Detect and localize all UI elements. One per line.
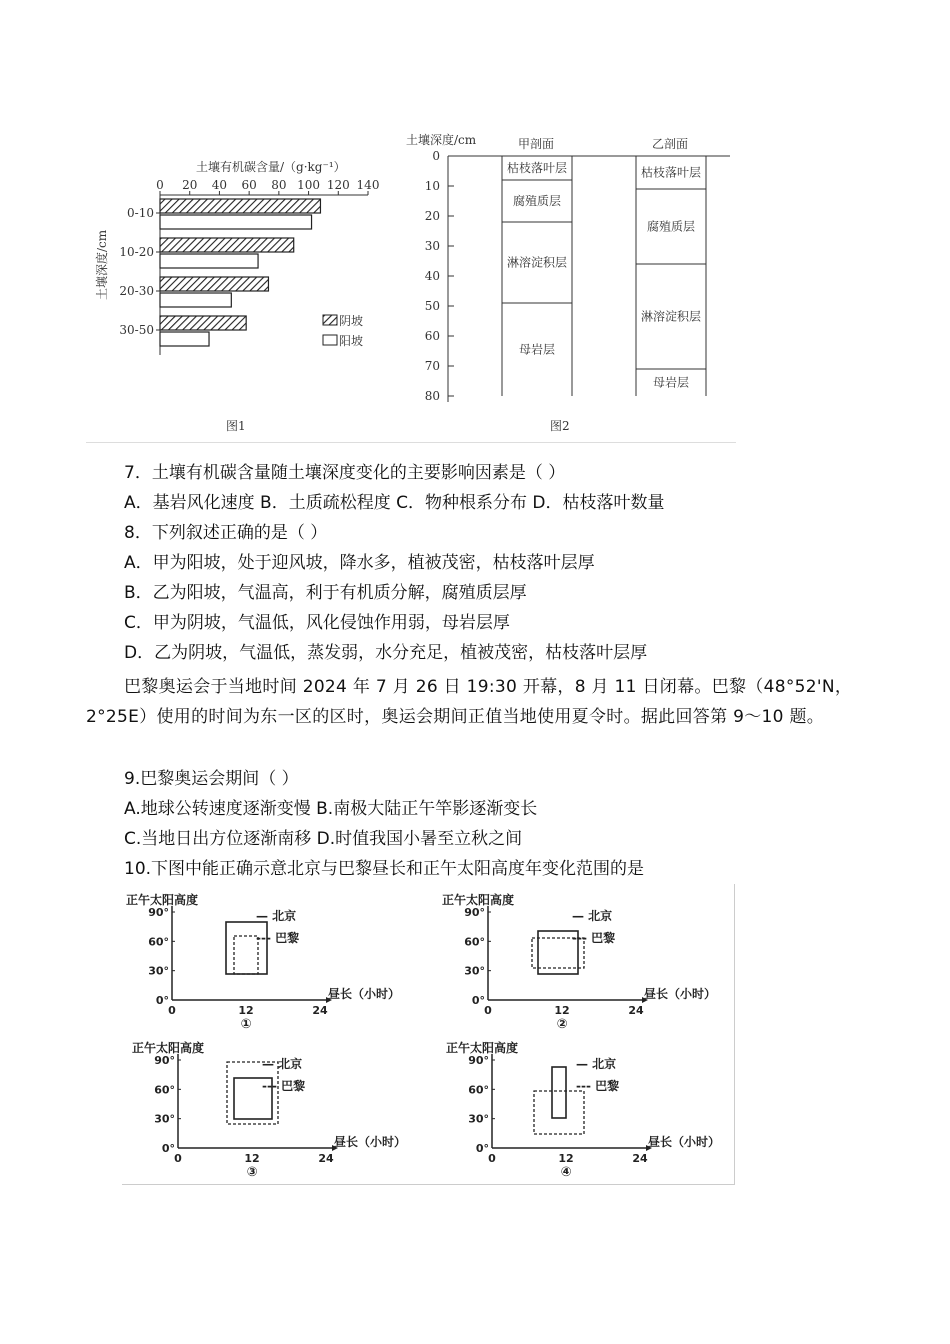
fig2-y-tick-label: 0: [432, 149, 440, 163]
passage-paris-olympics: 巴黎奥运会于当地时间 2024 年 7 月 26 日 19:30 开幕，8 月 11 日闭幕。巴黎（48°52'N，2°25E）使用的时间为东一区的区时，奥运会期间正值当地使用夏令时。据此回答第 9～10 题。: [86, 677, 853, 727]
fig3-legend-beijing: — 北京: [572, 909, 613, 923]
fig3-y-tick-label: 30°: [148, 964, 169, 978]
fig3-paris-range: [534, 1091, 584, 1134]
fig3-paris-range: [234, 936, 258, 974]
fig1-x-tick-label: 20: [182, 178, 198, 192]
fig3-panel-1: [126, 892, 400, 1032]
fig3-y-tick-label: 0°: [155, 994, 169, 1007]
fig1-x-ticks: [156, 178, 379, 195]
figure-2-soil-profiles: [396, 128, 736, 440]
fig3-ylabel: 正午太阳高度: [442, 893, 515, 907]
profile-layer-label: 枯枝落叶层: [506, 161, 568, 175]
fig2-y-tick-label: 60: [424, 329, 440, 343]
profile-layer-label: 淋溶淀积层: [640, 309, 702, 324]
fig3-y-tick-label: 30°: [154, 1112, 175, 1126]
question-8-option-a: A．甲为阳坡，处于迎风坡，降水多，植被茂密，枯枝落叶层厚: [124, 553, 595, 573]
fig3-x-tick-label: 24: [628, 1004, 644, 1017]
question-9-options-ab: A.地球公转速度逐渐变慢 B.南极大陆正午竿影逐渐变长: [124, 799, 538, 819]
fig3-xlabel: 昼长（小时）: [334, 1135, 407, 1149]
profile-layer-label: 母岩层: [652, 375, 690, 390]
fig3-y-tick-label: 0°: [161, 1142, 175, 1155]
fig2-profile-a: [502, 156, 572, 396]
fig3-legend-beijing: — 北京: [576, 1057, 617, 1071]
fig2-y-tick-label: 30: [424, 239, 440, 253]
fig1-bar-shade-slope: [160, 238, 294, 252]
fig3-panel-3: [132, 1040, 406, 1180]
fig1-category-label: 0-10: [127, 206, 154, 220]
fig1-bar-sunny-slope: [160, 332, 209, 346]
fig1-x-tick-label: 100: [297, 178, 321, 192]
fig2-title-a: 甲剖面: [518, 137, 555, 151]
fig3-panel-label: ③: [246, 1165, 258, 1180]
separator-line: [86, 442, 736, 443]
fig1-x-tick-label: 60: [241, 178, 257, 192]
fig2-ylabel: 土壤深度/cm: [406, 133, 477, 147]
fig3-y-tick-label: 90°: [464, 906, 485, 919]
fig3-y-tick-label: 90°: [148, 906, 169, 919]
fig2-y-tick-label: 70: [424, 359, 440, 373]
fig3-y-tick-label: 60°: [154, 1083, 175, 1097]
fig3-y-tick-label: 0°: [471, 994, 485, 1007]
legend-swatch-sunny: [323, 335, 337, 345]
question-9: 9.巴黎奥运会期间（ ）: [124, 769, 299, 789]
fig1-x-tick-label: 40: [211, 178, 228, 192]
fig1-bars: [160, 199, 320, 346]
profile-layer-label: 淋溶淀积层: [506, 255, 568, 270]
fig3-legend-paris: --- 巴黎: [576, 1079, 620, 1093]
fig3-legend-beijing: — 北京: [256, 909, 297, 923]
profile-layer-label: 母岩层: [518, 342, 556, 357]
fig3-y-tick-label: 90°: [154, 1054, 175, 1067]
fig2-y-tick-label: 50: [424, 299, 440, 313]
fig3-y-tick-label: 60°: [468, 1083, 489, 1097]
fig3-beijing-range: [226, 922, 267, 974]
fig2-y-tick-label: 20: [424, 209, 440, 223]
fig3-y-tick-label: 30°: [468, 1112, 489, 1126]
fig3-y-tick-label: 30°: [464, 964, 485, 978]
fig1-x-tick-label: 120: [326, 178, 350, 192]
fig2-title-b: 乙剖面: [652, 137, 689, 151]
profile-layer-label: 腐殖质层: [512, 194, 562, 208]
fig3-x-tick-label: 0: [174, 1152, 182, 1165]
fig3-x-tick-label: 12: [554, 1004, 570, 1017]
fig1-categories: [119, 206, 160, 337]
fig3-beijing-range: [552, 1067, 566, 1118]
fig2-y-ticks: [425, 149, 454, 403]
fig3-panel-2: [442, 892, 716, 1032]
question-8: 8．下列叙述正确的是（ ）: [124, 523, 328, 543]
fig3-y-tick-label: 60°: [464, 935, 485, 949]
fig1-bar-shade-slope: [160, 199, 320, 213]
fig3-x-tick-label: 12: [244, 1152, 260, 1165]
profile-layer-label: 枯枝落叶层: [640, 165, 702, 180]
question-7-options: A．基岩风化速度 B．土质疏松程度 C．物种根系分布 D．枯枝落叶数量: [124, 493, 665, 513]
fig3-x-tick-label: 0: [484, 1004, 492, 1017]
fig1-bar-shade-slope: [160, 316, 246, 330]
fig3-x-tick-label: 24: [632, 1152, 648, 1165]
question-9-options-cd: C.当地日出方位逐渐南移 D.时值我国小暑至立秋之间: [124, 829, 523, 849]
figure-3-svg: [122, 884, 734, 1184]
profile-layer-label: 腐殖质层: [646, 219, 696, 234]
question-7: 7．土壤有机碳含量随土壤深度变化的主要影响因素是（ ）: [124, 463, 566, 483]
question-8-option-b: B．乙为阳坡，气温高，利于有机质分解，腐殖质层厚: [124, 583, 527, 603]
fig1-bar-sunny-slope: [160, 215, 312, 229]
legend-label-shade: 阴坡: [339, 314, 364, 328]
fig3-x-tick-label: 24: [318, 1152, 334, 1165]
fig2-y-tick-label: 40: [424, 269, 440, 283]
figure-1-bar-chart: [86, 150, 396, 440]
fig2-y-tick-label: 10: [424, 179, 440, 193]
fig3-legend-paris: --- 巴黎: [572, 931, 616, 945]
fig3-y-tick-label: 60°: [148, 935, 169, 949]
fig2-profile-b: [636, 156, 706, 396]
fig1-bar-shade-slope: [160, 277, 268, 291]
fig3-panel-label: ②: [556, 1017, 568, 1032]
legend-swatch-shade: [323, 315, 337, 325]
fig1-ylabel: 土壤深度/cm: [95, 229, 109, 300]
fig3-legend-paris: --- 巴黎: [256, 931, 300, 945]
fig3-panel-4: [446, 1040, 720, 1180]
figure-3-panels: [122, 884, 735, 1185]
fig1-bar-sunny-slope: [160, 254, 258, 268]
question-8-option-c: C．甲为阴坡，气温低，风化侵蚀作用弱，母岩层厚: [124, 613, 510, 633]
fig3-xlabel: 昼长（小时）: [648, 1135, 721, 1149]
fig3-x-tick-label: 0: [488, 1152, 496, 1165]
fig3-xlabel: 昼长（小时）: [644, 987, 717, 1001]
fig3-legend-paris: --- 巴黎: [262, 1079, 306, 1093]
fig1-bar-sunny-slope: [160, 293, 231, 307]
fig3-ylabel: 正午太阳高度: [126, 893, 199, 907]
fig3-legend-beijing: — 北京: [262, 1057, 303, 1071]
fig3-y-tick-label: 0°: [475, 1142, 489, 1155]
fig1-x-tick-label: 80: [271, 178, 287, 192]
fig1-category-label: 10-20: [119, 245, 154, 259]
fig1-caption: 图1: [226, 419, 246, 433]
fig3-ylabel: 正午太阳高度: [132, 1041, 205, 1055]
fig3-x-tick-label: 12: [238, 1004, 254, 1017]
fig1-x-tick-label: 140: [356, 178, 380, 192]
fig3-y-tick-label: 90°: [468, 1054, 489, 1067]
fig1-category-label: 20-30: [119, 284, 154, 298]
legend-label-sunny: 阳坡: [339, 334, 364, 348]
fig3-panel-label: ④: [560, 1165, 572, 1180]
fig2-y-tick-label: 80: [424, 389, 440, 403]
fig1-x-tick-label: 0: [156, 178, 164, 192]
fig1-legend: [323, 313, 363, 348]
fig3-x-tick-label: 12: [558, 1152, 574, 1165]
fig1-category-label: 30-50: [119, 323, 154, 337]
question-10: 10.下图中能正确示意北京与巴黎昼长和正午太阳高度年变化范围的是: [124, 859, 645, 879]
question-8-option-d: D．乙为阴坡，气温低，蒸发弱，水分充足，植被茂密，枯枝落叶层厚: [124, 643, 648, 663]
fig1-title: 土壤有机碳含量/（g·kg⁻¹）: [196, 160, 346, 174]
fig2-caption: 图2: [550, 419, 570, 433]
fig3-panel-label: ①: [240, 1017, 252, 1032]
fig3-x-tick-label: 0: [168, 1004, 176, 1017]
fig3-xlabel: 昼长（小时）: [328, 987, 401, 1001]
fig3-x-tick-label: 24: [312, 1004, 328, 1017]
fig3-ylabel: 正午太阳高度: [446, 1041, 519, 1055]
